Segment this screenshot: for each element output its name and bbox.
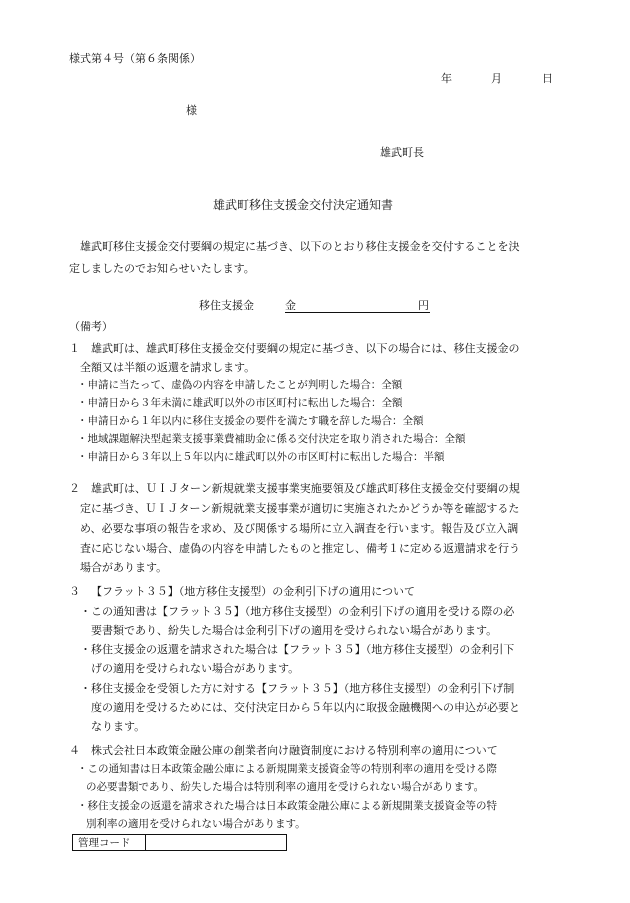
date-year-label: 年 <box>441 72 452 85</box>
issuer-name: 雄武町長 <box>380 146 424 159</box>
note4-line-2: の必要書類であり、紛失した場合は特別利率の適用を受けられない場合があります。 <box>86 781 485 793</box>
note2-line-5: 場合があります。 <box>80 561 168 574</box>
management-code-table <box>72 834 287 851</box>
note3-line-5: ・移住支援金を受領した方に対する【フラット３５】（地方移住支援型）の金利引下げ制 <box>80 682 515 695</box>
amount-unit: 円 <box>418 299 429 312</box>
note4-line-3: ・移住支援金の返還を請求された場合は日本政策金融公庫による新規開業支援資金等の特 <box>77 800 497 812</box>
note3-line-2: 要書類であり、紛失した場合は金利引下げの適用を受けられない場合があります。 <box>91 624 498 637</box>
management-code-label: 管理コード <box>73 835 146 851</box>
note1-line-1: 雄武町は、雄武町移住支援金交付要綱の規定に基づき、以下の場合には、移住支援金の <box>91 342 520 355</box>
amount-underline <box>285 312 430 313</box>
note3-heading: 【フラット３５】（地方移住支援型）の金利引下げの適用について <box>91 585 416 598</box>
note4-line-4: 別利率の適用を受けられない場合があります。 <box>86 818 306 830</box>
amount-label: 移住支援金 <box>199 299 254 312</box>
note1-line-2: 全額又は半額の返還を請求します。 <box>80 361 256 374</box>
intro-line-1: 雄武町移住支援金交付要綱の規定に基づき、以下のとおり移住支援金を交付することを決 <box>80 240 520 253</box>
date-month-label: 月 <box>491 72 502 85</box>
note4-number: ４ <box>69 744 80 757</box>
date-day-label: 日 <box>542 72 553 85</box>
note4-line-1: ・この通知書は日本政策金融公庫による新規開業支援資金等の特別利率の適用を受ける際 <box>77 763 497 775</box>
note2-line-2: 定に基づき、ＵＩＪターン新規就業支援事業が適切に実施されたかどうか等を確認するた <box>80 502 520 515</box>
note3-line-6: 度の適用を受けるためには、交付決定日から５年以内に取扱金融機関への申込が必要と <box>91 701 520 714</box>
management-code-field[interactable] <box>146 835 287 851</box>
note1-bullet-3: ・申請日から１年以内に移住支援金の要件を満たす職を辞した場合：全額 <box>77 415 424 427</box>
form-number: 様式第４号（第６条関係） <box>69 52 201 65</box>
note2-number: ２ <box>69 482 80 495</box>
note1-bullet-1: ・申請に当たって、虚偽の内容を申請したことが判明した場合：全額 <box>77 379 403 391</box>
note3-line-3: ・移住支援金の返還を請求された場合は【フラット３５】（地方移住支援型）の金利引下 <box>80 643 515 656</box>
note2-line-1: 雄武町は、ＵＩＪターン新規就業支援事業実施要領及び雄武町移住支援金交付要綱の規 <box>91 482 520 495</box>
note1-bullet-4: ・地域課題解決型起業支援事業費補助金に係る交付決定を取り消された場合：全額 <box>77 433 466 445</box>
note2-line-4: 査に応じない場合、虚偽の内容を申請したものと推定し、備考１に定める返還請求を行う <box>80 542 520 555</box>
amount-prefix: 金 <box>285 299 296 312</box>
note4-heading: 株式会社日本政策金融公庫の創業者向け融資制度における特別利率の適用について <box>91 744 498 757</box>
note2-line-3: め、必要な事項の報告を求め、及び関係する場所に立入調査を行います。報告及び立入調 <box>80 522 519 535</box>
note1-bullet-5: ・申請日から３年以上５年以内に雄武町以外の市区町村に転出した場合：半額 <box>77 451 445 463</box>
note3-number: ３ <box>69 585 80 598</box>
notes-heading: （備考） <box>69 320 113 333</box>
intro-line-2: 定しましたのでお知らせいたします。 <box>69 262 255 275</box>
note3-line-4: げの適用を受けられない場合があります。 <box>91 662 300 675</box>
addressee-suffix: 様 <box>186 104 197 117</box>
note1-bullet-2: ・申請日から３年未満に雄武町以外の市区町村に転出した場合：全額 <box>77 397 403 409</box>
note3-line-7: なります。 <box>91 720 146 733</box>
note1-number: １ <box>69 342 80 355</box>
note3-line-1: ・この通知書は【フラット３５】（地方移住支援型）の金利引下げの適用を受ける際の必 <box>80 605 515 618</box>
document-title: 雄武町移住支援金交付決定通知書 <box>213 198 394 212</box>
